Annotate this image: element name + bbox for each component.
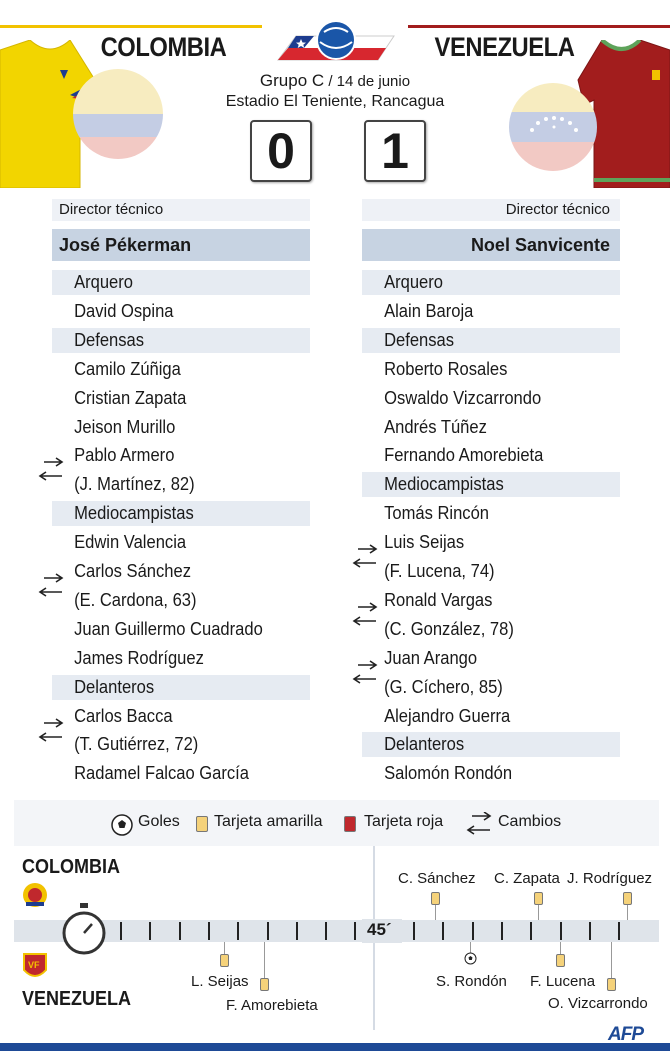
position-label: Arquero — [74, 272, 134, 292]
player-name: Carlos Sánchez — [74, 561, 191, 581]
goal-ball-icon — [464, 952, 477, 965]
player-row — [52, 559, 310, 584]
player-row — [362, 559, 620, 584]
player-name: (F. Lucena, 74) — [384, 561, 495, 581]
player-name: (G. Cíchero, 85) — [384, 676, 503, 697]
yellow-card-icon — [607, 978, 616, 991]
player-row — [52, 704, 310, 729]
event-stem — [627, 905, 628, 920]
player-row — [362, 704, 620, 729]
timeline-tick — [618, 922, 620, 940]
legend-subs: Cambios — [498, 813, 562, 830]
event-stem — [560, 942, 561, 954]
venezuela-color-line — [408, 25, 670, 28]
footer-bar — [0, 1043, 670, 1051]
player-row — [52, 443, 310, 468]
home-coach-label-text: Director técnico — [59, 201, 164, 218]
player-row — [362, 415, 620, 440]
player-row — [52, 472, 310, 497]
venezuela-crest-icon — [22, 952, 48, 982]
event-stem — [264, 942, 265, 978]
yellow-card-icon — [431, 892, 440, 905]
position-header — [52, 270, 310, 295]
player-row — [52, 357, 310, 382]
ball-icon — [110, 813, 134, 837]
position-label: Defensas — [74, 329, 145, 350]
event-c-zapata: C. Zapata — [494, 870, 560, 887]
event-j-rodriguez: J. Rodríguez — [567, 870, 653, 887]
player-name: Juan Guillermo Cuadrado — [74, 618, 263, 639]
timeline-tick — [296, 922, 298, 940]
event-o-vizcarrondo: O. Vizcarrondo — [548, 995, 648, 1012]
player-name: Juan Arango — [384, 647, 478, 668]
timeline-tick — [560, 922, 562, 940]
event-c-sanchez: C. Sánchez — [398, 870, 476, 887]
yellow-card-icon — [556, 954, 565, 967]
timeline-tick — [589, 922, 591, 940]
timeline-tick — [530, 922, 532, 940]
position-header — [52, 328, 310, 353]
position-header — [362, 732, 620, 757]
player-name: Edwin Valencia — [74, 532, 187, 553]
event-f-lucena: F. Lucena — [530, 973, 596, 990]
event-stem — [538, 905, 539, 920]
timeline-tick — [149, 922, 151, 940]
player-name: (E. Cardona, 63) — [74, 589, 197, 610]
position-label: Delanteros — [384, 734, 465, 755]
timeline-away-team: VENEZUELA — [22, 988, 132, 1010]
home-team-name: COLOMBIA — [100, 32, 227, 62]
player-name: Tomás Rincón — [384, 503, 490, 524]
player-row — [52, 299, 310, 324]
player-row — [52, 386, 310, 411]
player-row — [362, 675, 620, 700]
player-name: Alain Baroja — [384, 300, 474, 321]
event-s-rondon: S. Rondón — [436, 973, 507, 990]
group-date-line — [0, 71, 670, 91]
player-row — [52, 732, 310, 757]
player-row — [362, 617, 620, 642]
event-l-seijas: L. Seijas — [191, 973, 249, 990]
position-header — [52, 675, 310, 700]
position-header — [362, 328, 620, 353]
position-header — [52, 501, 310, 526]
timeline-tick — [472, 922, 474, 940]
red-card-icon — [344, 816, 356, 832]
match-date: / 14 de junio — [328, 73, 411, 90]
player-name: Salomón Rondón — [384, 763, 513, 784]
position-header — [362, 270, 620, 295]
away-coach-label — [362, 199, 620, 221]
home-coach-name-text: José Pékerman — [59, 235, 192, 255]
half-label: 45´ — [367, 920, 392, 939]
player-row — [362, 588, 620, 613]
player-row — [362, 443, 620, 468]
yellow-card-icon — [623, 892, 632, 905]
position-label: Delanteros — [74, 676, 155, 697]
player-name: Oswaldo Vizcarrondo — [384, 387, 542, 408]
timeline-tick — [208, 922, 210, 940]
tournament-emblem-icon — [274, 20, 396, 68]
timeline-tick — [501, 922, 503, 940]
player-row — [52, 530, 310, 555]
stopwatch-icon — [58, 902, 110, 958]
timeline-tick — [267, 922, 269, 940]
player-name: David Ospina — [74, 300, 174, 321]
player-name: Andrés Túñez — [384, 416, 487, 437]
svg-text:VF: VF — [28, 960, 40, 970]
home-coach-label — [52, 199, 310, 221]
colombia-color-line — [0, 25, 262, 28]
player-row — [362, 501, 620, 526]
timeline-tick — [442, 922, 444, 940]
player-row — [52, 588, 310, 613]
player-row — [362, 761, 620, 786]
substitution-icon — [464, 812, 494, 838]
timeline-home-team: COLOMBIA — [22, 856, 121, 878]
venue: Estadio El Teniente, Rancagua — [225, 93, 445, 110]
timeline-tick — [120, 922, 122, 940]
player-name: Pablo Armero — [74, 445, 175, 466]
away-coach-label-text: Director técnico — [505, 201, 610, 218]
player-row — [362, 357, 620, 382]
position-header — [362, 472, 620, 497]
player-row — [52, 646, 310, 671]
player-name: (T. Gutiérrez, 72) — [74, 734, 199, 755]
legend-goals: Goles — [138, 813, 180, 830]
player-row — [52, 617, 310, 642]
player-name: Luis Seijas — [384, 532, 465, 553]
timeline-tick — [413, 922, 415, 940]
player-name: Cristian Zapata — [74, 387, 187, 408]
away-score: 1 — [364, 120, 426, 182]
position-label: Mediocampistas — [74, 503, 194, 524]
home-coach-name — [52, 229, 310, 261]
player-name: Carlos Bacca — [74, 705, 173, 726]
player-row — [362, 299, 620, 324]
player-name: James Rodríguez — [74, 647, 204, 668]
yellow-card-icon — [220, 954, 229, 967]
player-name: Radamel Falcao García — [74, 763, 249, 784]
yellow-card-icon — [196, 816, 208, 832]
away-team-name: VENEZUELA — [434, 32, 575, 62]
group-label: Grupo C — [259, 71, 325, 90]
player-name: Alejandro Guerra — [384, 705, 511, 726]
player-row — [362, 386, 620, 411]
yellow-card-icon — [260, 978, 269, 991]
player-row — [52, 761, 310, 786]
colombia-crest-icon — [22, 880, 48, 910]
away-coach-name-text: Noel Sanvicente — [470, 235, 610, 255]
legend-yellow: Tarjeta amarilla — [214, 813, 323, 830]
afp-logo: AFP — [608, 1024, 643, 1045]
position-label: Mediocampistas — [384, 474, 504, 495]
player-name: Fernando Amorebieta — [384, 445, 544, 466]
position-label: Arquero — [384, 272, 444, 292]
timeline-bar — [14, 920, 659, 942]
player-name: Ronald Vargas — [384, 589, 493, 610]
home-score: 0 — [250, 120, 312, 182]
timeline-tick — [354, 922, 356, 940]
legend-red: Tarjeta roja — [364, 813, 444, 830]
event-stem — [611, 942, 612, 978]
event-f-amorebieta: F. Amorebieta — [226, 997, 318, 1014]
yellow-card-icon — [534, 892, 543, 905]
player-name: Camilo Zúñiga — [74, 358, 181, 379]
timeline-tick — [179, 922, 181, 940]
timeline-tick — [237, 922, 239, 940]
player-row — [362, 646, 620, 671]
player-name: Roberto Rosales — [384, 358, 508, 379]
timeline-tick — [325, 922, 327, 940]
away-coach-name — [362, 229, 620, 261]
player-name: (C. González, 78) — [384, 618, 514, 639]
player-row — [362, 530, 620, 555]
position-label: Defensas — [384, 329, 455, 350]
player-name: Jeison Murillo — [74, 416, 176, 437]
player-name: (J. Martínez, 82) — [74, 474, 195, 495]
player-row — [52, 415, 310, 440]
event-stem — [224, 942, 225, 954]
event-stem — [435, 905, 436, 920]
